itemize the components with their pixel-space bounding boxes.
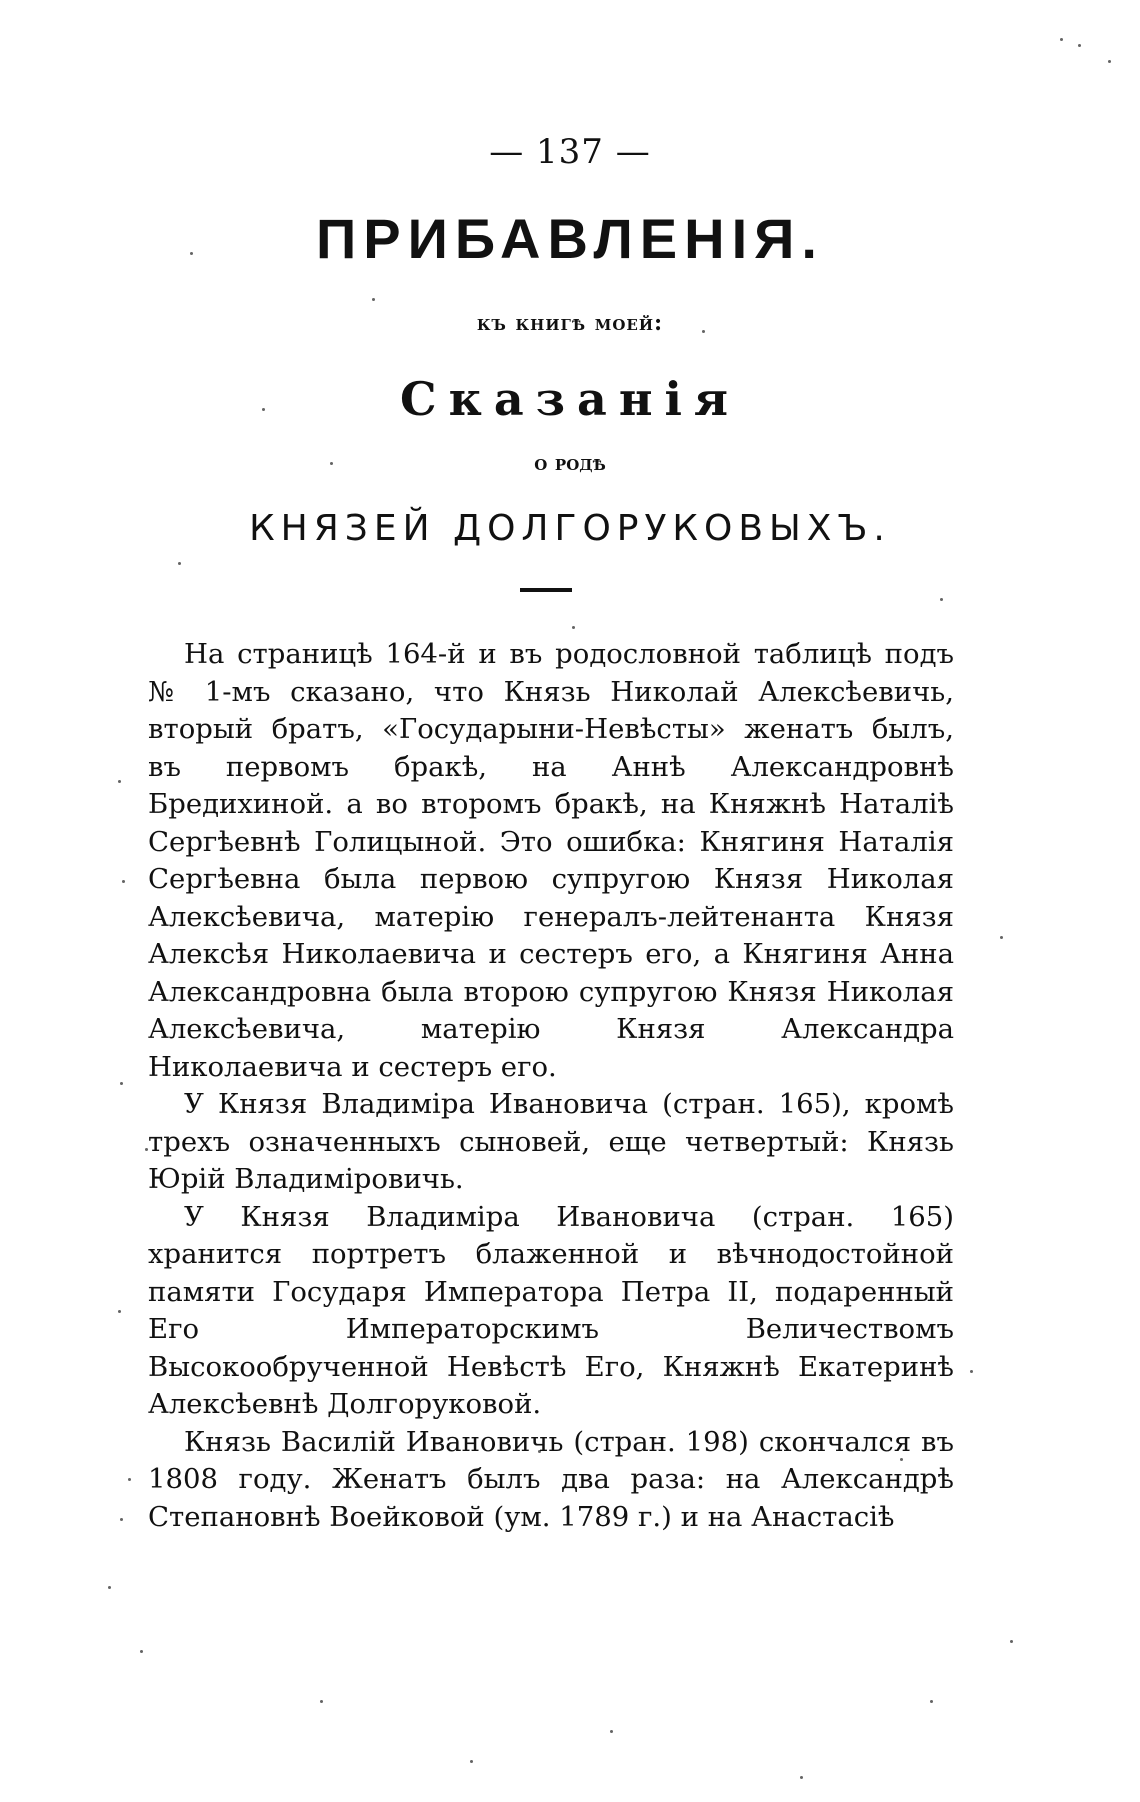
print-speck	[122, 880, 125, 883]
paragraph: У Князя Владиміра Ивановича (стран. 165) хранится портретъ блаженной и вѣчнодостойной памяти Государя Императора Петра II, подаренный Его Императорскимъ Величествомъ Высокообрученной Невѣстѣ Его, Княжнѣ Екатеринѣ Алексѣевнѣ Долгоруковой.	[148, 1200, 954, 1420]
print-speck	[140, 1650, 143, 1653]
print-speck	[1060, 38, 1063, 41]
print-speck	[572, 626, 575, 629]
paragraph: Князь Василій Ивановичь (стран. 198) скончался въ 1808 году. Женатъ былъ два раза: на Александрѣ Степановнѣ Воейковой (ум. 1789 г.) и на Анастасіѣ	[148, 1425, 954, 1533]
print-speck	[1108, 60, 1111, 63]
book-subtitle: къ книгѣ моей:	[476, 310, 664, 336]
print-speck	[940, 598, 943, 601]
print-speck	[800, 1776, 803, 1779]
paragraph: На страницѣ 164-й и въ родословной таблицѣ подъ № 1-мъ сказано, что Князь Николай Алексѣевичь, вторый братъ, «Государыни-Невѣсты» женатъ былъ, въ первомъ бракѣ, на Аннѣ Александровнѣ Бредихиной. а во второмъ бракѣ, на Княжнѣ Наталіѣ Сергѣевнѣ Голицыной. Это ошибка: Княгиня Наталія Сергѣевна была первою супругою Князя Николая Алексѣевича, матерію генералъ-лейтенанта Князя Алексѣя Николаевича и сестеръ его, а Княгиня Анна Александровна была второю супругою Князя Николая Алексѣевича, матерію Князя Александра Николаевича и сестеръ его.	[148, 638, 954, 1083]
print-speck	[120, 1518, 123, 1521]
body-text	[148, 636, 954, 1536]
print-speck	[1078, 44, 1081, 47]
print-speck	[108, 1586, 111, 1589]
print-speck	[372, 298, 375, 301]
print-speck	[178, 562, 181, 565]
book-title: Сказанія	[400, 372, 740, 426]
print-speck	[610, 1730, 613, 1733]
paragraph: У Князя Владиміра Ивановича (стран. 165), кромѣ трехъ означенныхъ сыновей, еще четвертый: Князь Юрій Владиміровичь.	[148, 1088, 954, 1195]
print-speck	[930, 1700, 933, 1703]
print-speck	[970, 1370, 973, 1373]
print-speck	[320, 1700, 323, 1703]
print-speck	[1000, 936, 1003, 939]
print-speck	[470, 1760, 473, 1763]
family-title: КНЯЗЕЙ ДОЛГОРУКОВЫХЪ.	[249, 508, 891, 549]
print-speck	[128, 1478, 131, 1481]
print-speck	[118, 1310, 121, 1313]
about-line: о родѣ	[534, 450, 606, 476]
main-title: ПРИБАВЛЕНІЯ.	[316, 207, 824, 270]
print-speck	[118, 780, 121, 783]
section-divider	[520, 588, 572, 592]
page-number: — 137 —	[489, 132, 651, 172]
print-speck	[120, 1082, 123, 1085]
print-speck	[1010, 1640, 1013, 1643]
